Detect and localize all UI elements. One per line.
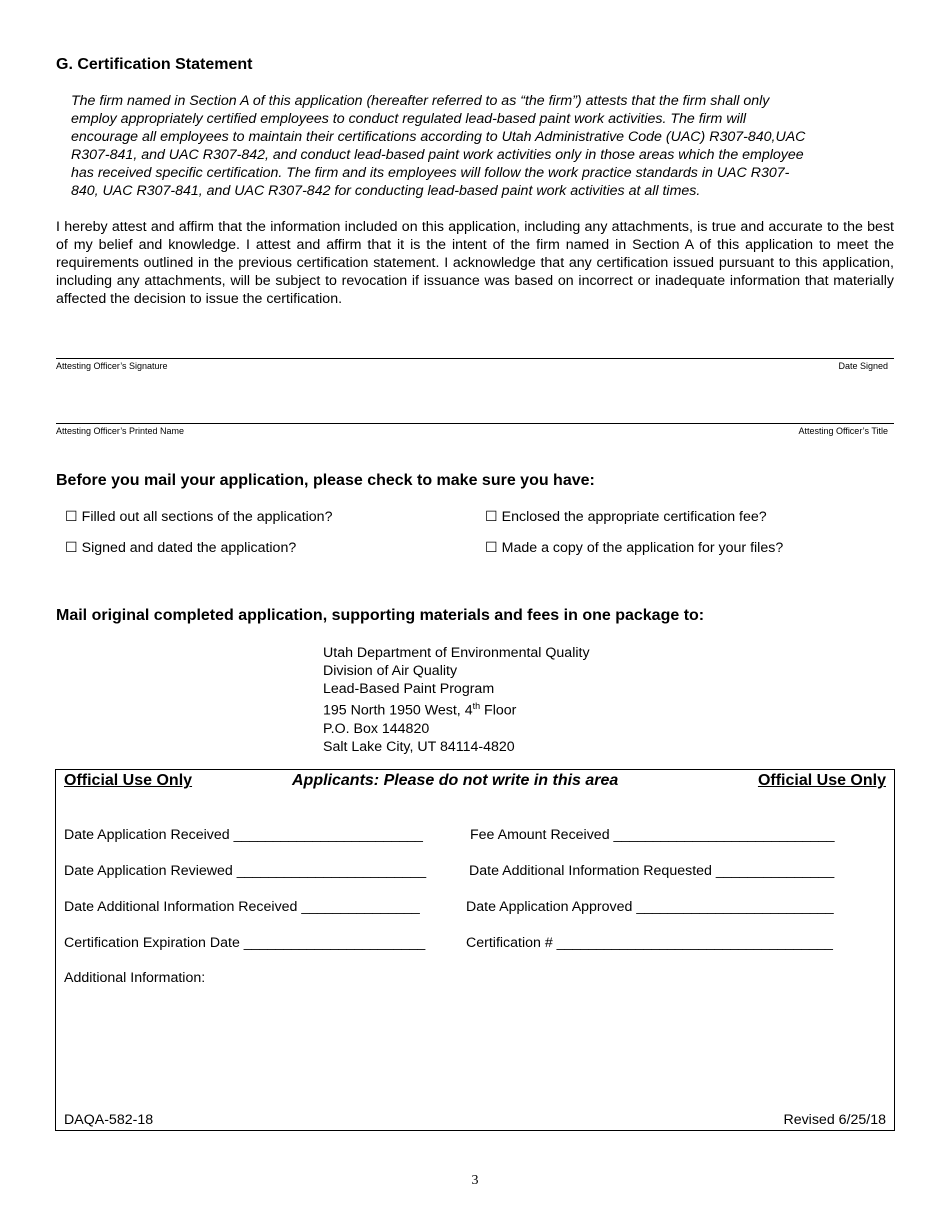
form-number: DAQA-582-18	[64, 1112, 154, 1128]
date-signed-label: Date Signed	[838, 361, 888, 371]
checklist-item[interactable]: ☐ Signed and dated the application?	[65, 540, 297, 556]
address-line: P.O. Box 144820	[323, 720, 430, 737]
paragraph-line: The firm named in Section A of this application (hereafter referred to as “the firm”) attests that the firm shall only	[71, 93, 770, 109]
address-line: Salt Lake City, UT 84114-4820	[323, 738, 515, 755]
field-date-reviewed: Date Application Reviewed ________________________	[64, 863, 427, 879]
field-info-requested: Date Additional Information Requested _______________	[469, 863, 835, 879]
printed-name-label: Attesting Officer’s Printed Name	[56, 426, 185, 436]
mailing-title: Mail original completed application, supporting materials and fees in one package to:	[56, 607, 705, 624]
checklist-item[interactable]: ☐ Made a copy of the application for your files?	[485, 540, 784, 556]
address-line: Lead-Based Paint Program	[323, 680, 495, 697]
address-line	[323, 698, 590, 721]
affirmation-paragraph: I hereby attest and affirm that the information included on this application, including any attachments, is true and accurate to the best of my belief and knowledge. I attest and affirm that it is the intent of the firm named in Section A of this application to meet the requirements outlined in the previous certification statement. I acknowledge that any certification issued pursuant to this application, including any attachments, will be subject to revocation if issuance was based on incorrect or inadequate information that materially affected the decision to issue the certification.	[56, 219, 894, 307]
official-use-left-header: Official Use Only	[64, 772, 193, 789]
revised-date: Revised 6/25/18	[783, 1112, 886, 1128]
field-certification-number: Certification # ___________________________________	[466, 935, 833, 951]
paragraph-line: has received specific certification. The firm and its employees will follow the work practice standards in UAC R307-	[71, 164, 790, 181]
official-use-box	[55, 769, 895, 1131]
floor-superscript: th	[472, 701, 481, 712]
address-line: Utah Department of Environmental Quality	[323, 645, 590, 661]
address-line: Division of Air Quality	[323, 662, 458, 679]
field-expiration-date: Certification Expiration Date _______________________	[64, 935, 426, 951]
field-fee-amount: Fee Amount Received ____________________________	[470, 827, 835, 843]
field-date-approved: Date Application Approved _________________________	[466, 899, 834, 915]
applicant-warning: Applicants: Please do not write in this area	[292, 772, 619, 789]
checklist-item[interactable]: ☐ Filled out all sections of the application?	[65, 509, 333, 525]
printed-name-line[interactable]	[56, 423, 894, 424]
section-title: G. Certification Statement	[56, 56, 253, 73]
paragraph-line: employ appropriately certified employees to conduct regulated lead-based paint work activities. The firm will	[71, 110, 747, 127]
paragraph-line: encourage all employees to maintain their certifications according to Utah Administrative Code (UAC) R307-840,UAC	[71, 128, 806, 145]
floor-suffix: Floor	[480, 703, 517, 720]
official-use-right-header: Official Use Only	[757, 772, 886, 789]
paragraph-line: R307-841, and UAC R307-842, and conduct lead-based paint work activities only in those areas which the employee	[71, 146, 804, 163]
page-number: 3	[471, 1173, 479, 1188]
firm-attestation-paragraph	[71, 93, 891, 200]
additional-info-label: Additional Information:	[64, 970, 206, 986]
field-info-received: Date Additional Information Received _______________	[64, 899, 420, 915]
paragraph-line: 840, UAC R307-841, and UAC R307-842 for conducting lead-based paint work activities at all times.	[71, 182, 701, 199]
signature-label: Attesting Officer’s Signature	[56, 361, 168, 371]
street-address: 195 North 1950 West, 4	[323, 703, 473, 720]
officer-title-label: Attesting Officer’s Title	[798, 426, 888, 436]
signature-line[interactable]	[56, 358, 894, 359]
mailing-address	[323, 645, 590, 757]
field-date-received: Date Application Received ________________________	[64, 827, 423, 843]
checklist-item[interactable]: ☐ Enclosed the appropriate certification fee?	[485, 509, 767, 525]
checklist-title: Before you mail your application, please check to make sure you have:	[56, 472, 595, 489]
